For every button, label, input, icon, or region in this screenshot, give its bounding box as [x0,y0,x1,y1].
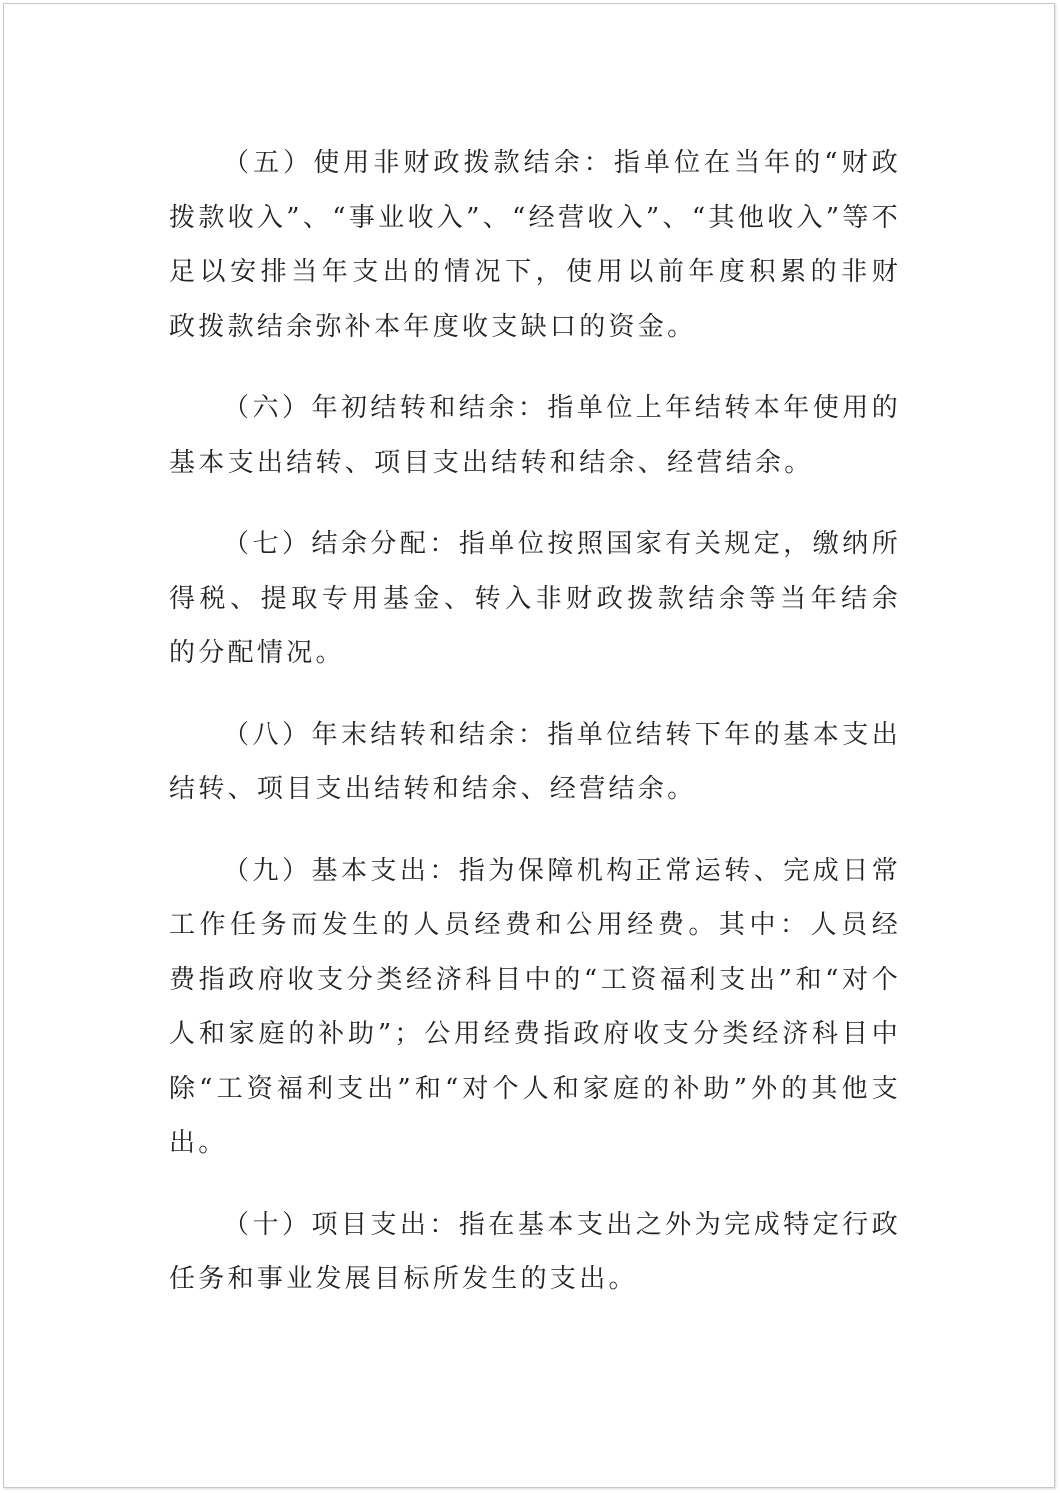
paragraph-10: （十）项目支出：指在基本支出之外为完成特定行政任务和事业发展目标所发生的支出。 [169,1209,901,1294]
paragraph-8: （八）年末结转和结余：指单位结转下年的基本支出结转、项目支出结转和结余、经营结余。 [169,719,901,804]
paragraph-7: （七）结余分配：指单位按照国家有关规定，缴纳所得税、提取专用基金、转入非财政拨款结余等当年结余的分配情况。 [169,529,901,668]
paragraph-5: （五）使用非财政拨款结余：指单位在当年的“财政拨款收入”、“事业收入”、“经营收入”、“其他收入”等不足以安排当年支出的情况下，使用以前年度积累的非财政拨款结余弥补本年度收支缺口的资金。 [169,148,901,342]
document-body [169,136,901,1307]
paragraph-9: （九）基本支出：指为保障机构正常运转、完成日常工作任务而发生的人员经费和公用经费。其中：人员经费指政府收支分类经济科目中的“工资福利支出”和“对个人和家庭的补助”；公用经费指政府收支分类经济科目中除“工资福利支出”和“对个人和家庭的补助”外的其他支出。 [169,855,901,1158]
paragraph-6: （六）年初结转和结余：指单位上年结转本年使用的基本支出结转、项目支出结转和结余、经营结余。 [169,393,901,478]
document-page [3,3,1055,1488]
